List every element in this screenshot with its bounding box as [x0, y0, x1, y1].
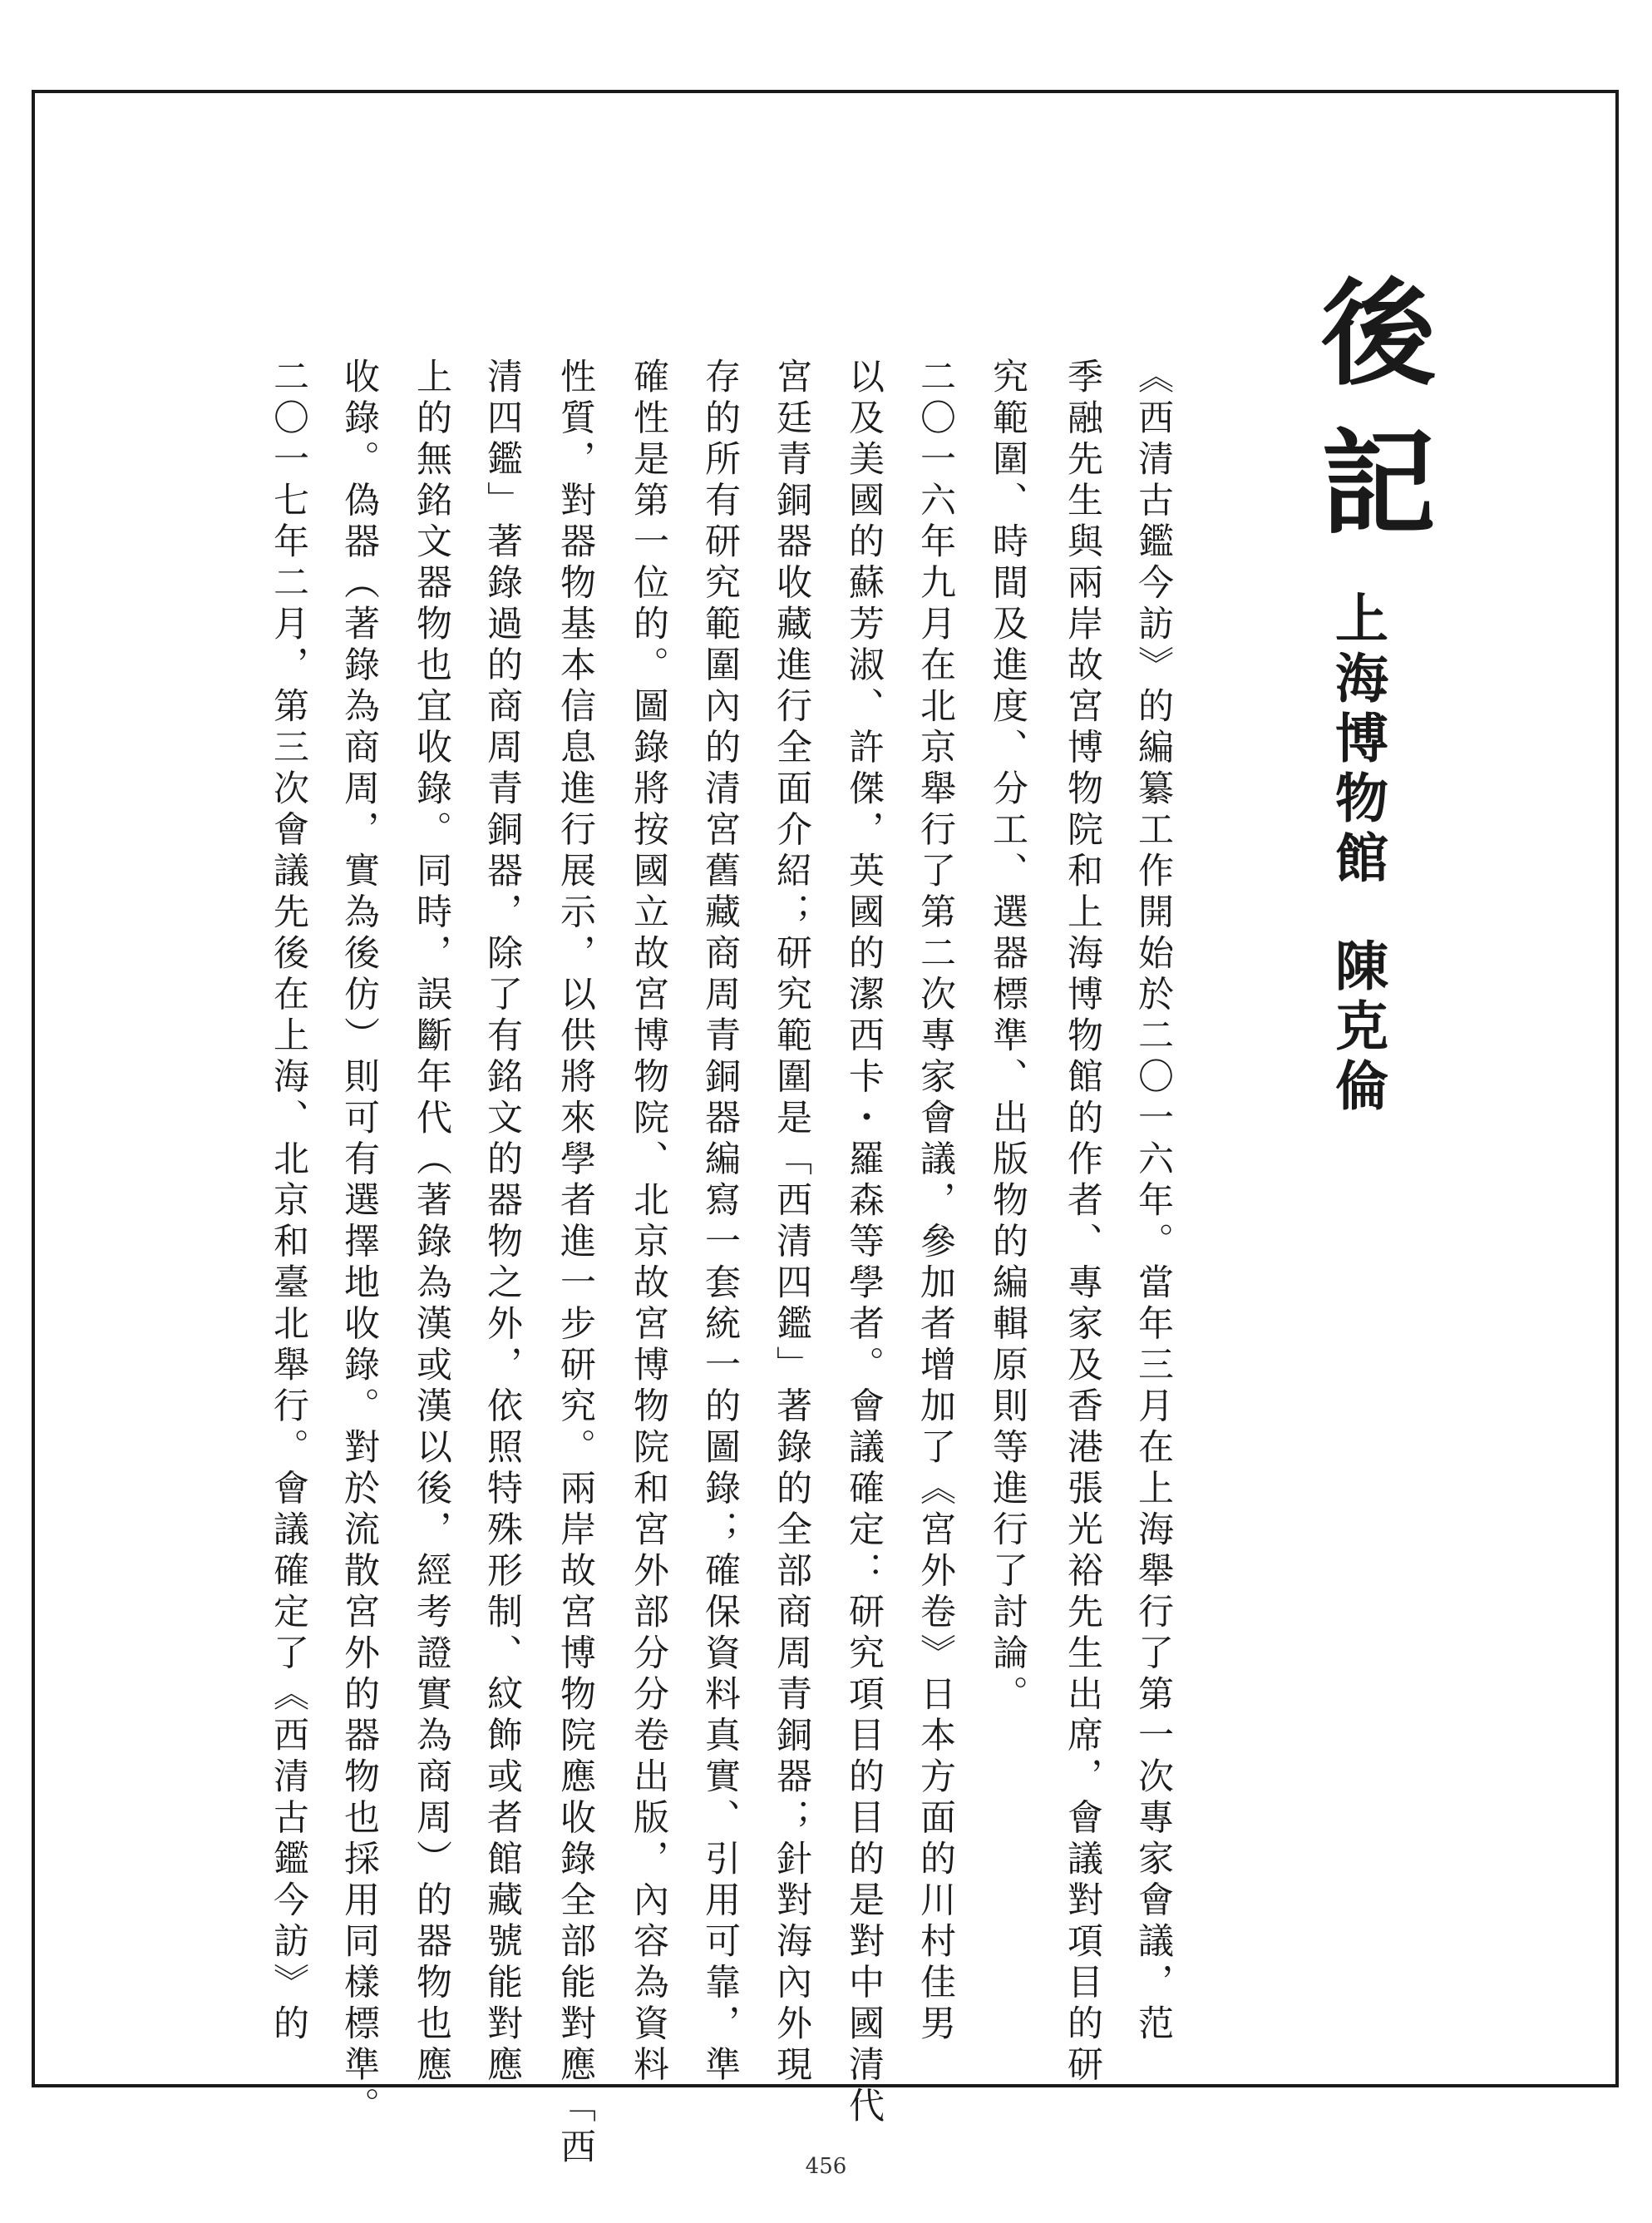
author-institution: 上海博物館 [1326, 590, 1388, 890]
body-text-column: 以及美國的蘇芳淑、許傑，英國的潔西卡・羅森等學者。會議確定：研究項目的目的是對中國清代 [843, 358, 885, 2128]
body-text-column: 《西清古鑑今訪》的編纂工作開始於二〇一六年。當年三月在上海舉行了第一次專家會議，范 [1132, 358, 1174, 2046]
body-text-column: 上的無銘文器物也宜收錄。同時，誤斷年代（著錄為漢或漢以後，經考證實為商周）的器物也應 [411, 358, 452, 2087]
body-text-column: 究範圍、時間及進度、分工、選器標準、出版物的編輯原則等進行了討論。 [987, 358, 1028, 1717]
author-line [1326, 590, 1388, 1118]
body-text-column: 存的所有研究範圍內的清宮舊藏商周青銅器編寫一套統一的圖錄；確保資料真實、引用可靠，準 [699, 358, 741, 2087]
page-title-char-2: 記 [1302, 422, 1437, 561]
body-text-column: 季融先生與兩岸故宮博物院和上海博物館的作者、專家及香港張光裕先生出席，會議對項目的研 [1062, 358, 1103, 2087]
page-title-char-1: 後 [1302, 273, 1437, 411]
body-text-column: 確性是第一位的。圖錄將按國立故宮博物院、北京故宮博物院和宮外部分分卷出版，內容為資料 [628, 358, 669, 2087]
body-text-column: 二〇一七年二月，第三次會議先後在上海、北京和臺北舉行。會議確定了《西清古鑑今訪》的 [268, 358, 309, 2046]
body-text-column: 收錄。偽器（著錄為商周，實為後仿）則可有選擇地收錄。對於流散宮外的器物也採用同樣標準。 [338, 358, 380, 2128]
body-text-column: 宮廷青銅器收藏進行全面介紹；研究範圍是「西清四鑑」著錄的全部商周青銅器；針對海內外現 [771, 358, 812, 2087]
body-text-column: 清四鑑」著錄過的商周青銅器，除了有銘文的器物之外，依照特殊形制、紋飾或者館藏號能對應 [481, 358, 523, 2087]
author-name: 陳克倫 [1326, 938, 1388, 1118]
page-number: 456 [805, 2154, 847, 2179]
body-text-column: 二〇一六年九月在北京舉行了第二次專家會議，參加者增加了《宮外卷》日本方面的川村佳男 [915, 358, 956, 2046]
body-text-column: 性質，對器物基本信息進行展示，以供將來學者進一步研究。兩岸故宮博物院應收錄全部能對應「西 [555, 358, 596, 2169]
